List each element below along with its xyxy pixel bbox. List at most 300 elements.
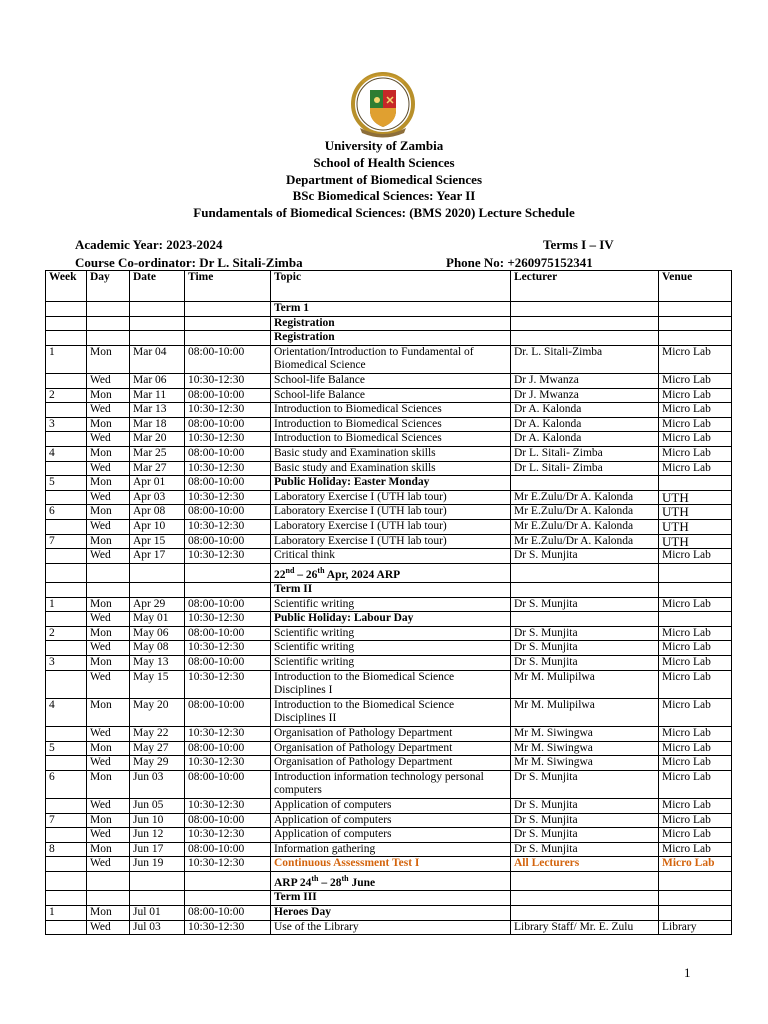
- cell-time: 08:00-10:00: [185, 345, 271, 373]
- cell-day: Mon: [87, 476, 130, 491]
- cell-week: 6: [46, 505, 87, 520]
- cell-time: 10:30-12:30: [185, 857, 271, 872]
- cell-lecturer: [511, 331, 659, 346]
- cell-day: Mon: [87, 534, 130, 549]
- cell-topic: Scientific writing: [271, 641, 511, 656]
- cell-day: [87, 302, 130, 317]
- cell-venue: Micro Lab: [659, 461, 732, 476]
- cell-topic: Orientation/Introduction to Fundamental of Biomedical Science: [271, 345, 511, 373]
- document-header: [0, 138, 768, 222]
- cell-day: Mon: [87, 626, 130, 641]
- cell-day: Wed: [87, 857, 130, 872]
- cell-lecturer: [511, 302, 659, 317]
- cell-day: Wed: [87, 641, 130, 656]
- table-row: [46, 799, 732, 814]
- cell-day: Wed: [87, 920, 130, 935]
- cell-date: May 06: [130, 626, 185, 641]
- cell-day: Mon: [87, 906, 130, 921]
- cell-topic: Introduction to Biomedical Sciences: [271, 432, 511, 447]
- cell-time: 08:00-10:00: [185, 505, 271, 520]
- cell-venue: Micro Lab: [659, 345, 732, 373]
- cell-venue: Micro Lab: [659, 597, 732, 612]
- cell-time: 10:30-12:30: [185, 920, 271, 935]
- cell-date: May 27: [130, 741, 185, 756]
- cell-day: Mon: [87, 656, 130, 671]
- cell-time: 08:00-10:00: [185, 741, 271, 756]
- cell-week: 1: [46, 906, 87, 921]
- cell-week: [46, 727, 87, 742]
- cell-date: Apr 03: [130, 490, 185, 505]
- cell-day: Wed: [87, 828, 130, 843]
- cell-date: Mar 06: [130, 373, 185, 388]
- cell-venue: Micro Lab: [659, 857, 732, 872]
- cell-week: [46, 461, 87, 476]
- cell-topic: School-life Balance: [271, 373, 511, 388]
- cell-lecturer: Dr S. Munjita: [511, 799, 659, 814]
- cell-topic: Public Holiday: Labour Day: [271, 612, 511, 627]
- cell-date: Mar 18: [130, 417, 185, 432]
- cell-week: [46, 871, 87, 890]
- cell-venue: Micro Lab: [659, 799, 732, 814]
- cell-day: Mon: [87, 345, 130, 373]
- cell-venue: Micro Lab: [659, 373, 732, 388]
- table-row: [46, 417, 732, 432]
- cell-lecturer: Mr M. Siwingwa: [511, 727, 659, 742]
- cell-lecturer: Dr S. Munjita: [511, 626, 659, 641]
- table-row: [46, 670, 732, 698]
- cell-lecturer: [511, 583, 659, 598]
- terms-range: Terms I – IV: [543, 237, 614, 252]
- cell-date: May 22: [130, 727, 185, 742]
- cell-date: [130, 302, 185, 317]
- cell-week: 5: [46, 741, 87, 756]
- column-header-lecturer: Lecturer: [511, 271, 659, 302]
- cell-date: May 29: [130, 756, 185, 771]
- cell-day: Wed: [87, 403, 130, 418]
- cell-day: Wed: [87, 373, 130, 388]
- column-header-venue: Venue: [659, 271, 732, 302]
- cell-date: Jun 12: [130, 828, 185, 843]
- cell-venue: Micro Lab: [659, 813, 732, 828]
- academic-year: Academic Year: 2023-2024: [75, 237, 223, 252]
- cell-week: [46, 316, 87, 331]
- cell-week: 3: [46, 417, 87, 432]
- cell-lecturer: Dr S. Munjita: [511, 549, 659, 564]
- cell-topic: Scientific writing: [271, 597, 511, 612]
- cell-day: Mon: [87, 505, 130, 520]
- cell-time: 10:30-12:30: [185, 403, 271, 418]
- cell-time: 10:30-12:30: [185, 519, 271, 534]
- cell-venue: [659, 302, 732, 317]
- cell-date: Apr 29: [130, 597, 185, 612]
- cell-topic: Basic study and Examination skills: [271, 446, 511, 461]
- cell-date: Mar 27: [130, 461, 185, 476]
- cell-topic: Scientific writing: [271, 626, 511, 641]
- table-row: [46, 871, 732, 890]
- cell-venue: Micro Lab: [659, 403, 732, 418]
- cell-topic: Laboratory Exercise I (UTH lab tour): [271, 534, 511, 549]
- table-row: [46, 770, 732, 798]
- cell-lecturer: Mr E.Zulu/Dr A. Kalonda: [511, 490, 659, 505]
- cell-date: Mar 25: [130, 446, 185, 461]
- cell-topic: Laboratory Exercise I (UTH lab tour): [271, 505, 511, 520]
- cell-topic: Registration: [271, 316, 511, 331]
- phone-number: Phone No: +260975152341: [446, 255, 593, 270]
- cell-day: [87, 891, 130, 906]
- cell-topic: Heroes Day: [271, 906, 511, 921]
- cell-time: 08:00-10:00: [185, 388, 271, 403]
- cell-time: 10:30-12:30: [185, 432, 271, 447]
- cell-time: [185, 331, 271, 346]
- cell-lecturer: Dr L. Sitali- Zimba: [511, 446, 659, 461]
- cell-day: Wed: [87, 432, 130, 447]
- cell-venue: Micro Lab: [659, 446, 732, 461]
- cell-week: 4: [46, 698, 87, 726]
- course-coordinator: Course Co-ordinator: Dr L. Sitali-Zimba: [75, 255, 303, 270]
- cell-time: [185, 302, 271, 317]
- cell-day: Wed: [87, 519, 130, 534]
- cell-week: [46, 857, 87, 872]
- cell-venue: [659, 316, 732, 331]
- cell-venue: UTH: [659, 519, 732, 534]
- cell-time: 10:30-12:30: [185, 799, 271, 814]
- cell-day: Mon: [87, 388, 130, 403]
- table-row: [46, 563, 732, 582]
- cell-topic: Basic study and Examination skills: [271, 461, 511, 476]
- cell-day: [87, 316, 130, 331]
- course-title: Fundamentals of Biomedical Sciences: (BMS 2020) Lecture Schedule: [193, 205, 575, 221]
- cell-date: Apr 08: [130, 505, 185, 520]
- cell-time: 08:00-10:00: [185, 656, 271, 671]
- table-row: [46, 302, 732, 317]
- table-row: [46, 316, 732, 331]
- cell-date: Jul 03: [130, 920, 185, 935]
- table-row: [46, 519, 732, 534]
- cell-date: Apr 15: [130, 534, 185, 549]
- cell-lecturer: Dr S. Munjita: [511, 597, 659, 612]
- cell-topic: Registration: [271, 331, 511, 346]
- cell-lecturer: Library Staff/ Mr. E. Zulu: [511, 920, 659, 935]
- cell-day: Wed: [87, 727, 130, 742]
- cell-time: 08:00-10:00: [185, 813, 271, 828]
- cell-venue: Micro Lab: [659, 432, 732, 447]
- cell-topic: Introduction to the Biomedical Science Disciplines I: [271, 670, 511, 698]
- cell-time: 10:30-12:30: [185, 549, 271, 564]
- cell-date: Apr 17: [130, 549, 185, 564]
- cell-day: Mon: [87, 741, 130, 756]
- cell-date: Jun 19: [130, 857, 185, 872]
- cell-venue: Micro Lab: [659, 641, 732, 656]
- university-name: University of Zambia: [324, 138, 444, 153]
- cell-date: May 13: [130, 656, 185, 671]
- cell-time: 08:00-10:00: [185, 698, 271, 726]
- cell-week: [46, 302, 87, 317]
- programme-name: BSc Biomedical Sciences: Year II: [292, 188, 476, 204]
- column-header-day: Day: [87, 271, 130, 302]
- cell-date: Apr 10: [130, 519, 185, 534]
- table-row: [46, 345, 732, 373]
- cell-time: 08:00-10:00: [185, 626, 271, 641]
- cell-venue: Micro Lab: [659, 741, 732, 756]
- table-row: [46, 813, 732, 828]
- cell-venue: [659, 583, 732, 598]
- table-row: [46, 857, 732, 872]
- cell-day: Wed: [87, 670, 130, 698]
- table-row: [46, 388, 732, 403]
- cell-date: Mar 04: [130, 345, 185, 373]
- cell-date: May 20: [130, 698, 185, 726]
- column-header-time: Time: [185, 271, 271, 302]
- table-row: [46, 490, 732, 505]
- table-row: [46, 373, 732, 388]
- cell-topic: Laboratory Exercise I (UTH lab tour): [271, 490, 511, 505]
- cell-week: 8: [46, 842, 87, 857]
- table-row: [46, 891, 732, 906]
- cell-venue: UTH: [659, 490, 732, 505]
- cell-week: 1: [46, 597, 87, 612]
- cell-topic: Application of computers: [271, 828, 511, 843]
- table-row: [46, 656, 732, 671]
- cell-venue: Micro Lab: [659, 756, 732, 771]
- cell-week: [46, 920, 87, 935]
- cell-time: 08:00-10:00: [185, 597, 271, 612]
- cell-time: 10:30-12:30: [185, 828, 271, 843]
- cell-venue: Micro Lab: [659, 727, 732, 742]
- cell-week: [46, 403, 87, 418]
- cell-topic: Introduction to Biomedical Sciences: [271, 417, 511, 432]
- cell-topic: Introduction to Biomedical Sciences: [271, 403, 511, 418]
- cell-venue: [659, 871, 732, 890]
- cell-week: [46, 891, 87, 906]
- cell-venue: Micro Lab: [659, 388, 732, 403]
- cell-week: 2: [46, 626, 87, 641]
- cell-week: [46, 519, 87, 534]
- cell-time: 10:30-12:30: [185, 756, 271, 771]
- cell-lecturer: Dr S. Munjita: [511, 842, 659, 857]
- cell-week: [46, 583, 87, 598]
- cell-time: 10:30-12:30: [185, 641, 271, 656]
- table-row: [46, 920, 732, 935]
- cell-lecturer: Dr S. Munjita: [511, 641, 659, 656]
- cell-venue: [659, 476, 732, 491]
- table-row: [46, 828, 732, 843]
- cell-day: [87, 331, 130, 346]
- cell-lecturer: Dr S. Munjita: [511, 656, 659, 671]
- cell-venue: [659, 891, 732, 906]
- cell-topic: Term 1: [271, 302, 511, 317]
- cell-venue: [659, 612, 732, 627]
- cell-topic: Critical think: [271, 549, 511, 564]
- table-row: [46, 756, 732, 771]
- cell-time: 10:30-12:30: [185, 727, 271, 742]
- cell-topic: ARP 24th – 28th June: [271, 871, 511, 890]
- table-row: [46, 698, 732, 726]
- cell-lecturer: Dr A. Kalonda: [511, 403, 659, 418]
- cell-time: [185, 583, 271, 598]
- cell-venue: Micro Lab: [659, 417, 732, 432]
- cell-date: [130, 563, 185, 582]
- table-row: [46, 461, 732, 476]
- cell-venue: Micro Lab: [659, 656, 732, 671]
- cell-week: [46, 612, 87, 627]
- lecture-schedule-table: [45, 270, 732, 935]
- table-row: [46, 626, 732, 641]
- school-name: School of Health Sciences: [313, 154, 455, 170]
- cell-topic: Application of computers: [271, 799, 511, 814]
- cell-day: [87, 871, 130, 890]
- cell-day: Mon: [87, 417, 130, 432]
- cell-week: 6: [46, 770, 87, 798]
- cell-date: Mar 20: [130, 432, 185, 447]
- cell-date: [130, 331, 185, 346]
- cell-topic: Information gathering: [271, 842, 511, 857]
- cell-week: [46, 828, 87, 843]
- cell-topic: Continuous Assessment Test I: [271, 857, 511, 872]
- cell-lecturer: Dr S. Munjita: [511, 813, 659, 828]
- cell-topic: Use of the Library: [271, 920, 511, 935]
- table-row: [46, 597, 732, 612]
- cell-day: Wed: [87, 799, 130, 814]
- cell-day: Wed: [87, 612, 130, 627]
- cell-time: [185, 316, 271, 331]
- cell-topic: School-life Balance: [271, 388, 511, 403]
- table-row: [46, 549, 732, 564]
- cell-week: 4: [46, 446, 87, 461]
- cell-time: 08:00-10:00: [185, 534, 271, 549]
- cell-topic: Term III: [271, 891, 511, 906]
- cell-venue: Micro Lab: [659, 770, 732, 798]
- cell-week: 2: [46, 388, 87, 403]
- cell-week: [46, 563, 87, 582]
- cell-time: 08:00-10:00: [185, 417, 271, 432]
- cell-time: 08:00-10:00: [185, 446, 271, 461]
- cell-lecturer: Dr J. Mwanza: [511, 388, 659, 403]
- cell-week: [46, 799, 87, 814]
- cell-time: 10:30-12:30: [185, 670, 271, 698]
- cell-venue: [659, 331, 732, 346]
- cell-day: [87, 583, 130, 598]
- cell-time: 10:30-12:30: [185, 612, 271, 627]
- cell-topic: Public Holiday: Easter Monday: [271, 476, 511, 491]
- cell-week: [46, 756, 87, 771]
- table-row: [46, 741, 732, 756]
- cell-date: [130, 316, 185, 331]
- cell-week: 1: [46, 345, 87, 373]
- cell-week: 7: [46, 534, 87, 549]
- cell-topic: 22nd – 26th Apr, 2024 ARP: [271, 563, 511, 582]
- table-row: [46, 727, 732, 742]
- cell-time: 10:30-12:30: [185, 373, 271, 388]
- cell-venue: UTH: [659, 505, 732, 520]
- cell-lecturer: Mr E.Zulu/Dr A. Kalonda: [511, 505, 659, 520]
- cell-day: Mon: [87, 597, 130, 612]
- cell-day: Mon: [87, 698, 130, 726]
- cell-venue: [659, 563, 732, 582]
- table-row: [46, 583, 732, 598]
- cell-lecturer: Dr A. Kalonda: [511, 432, 659, 447]
- cell-venue: [659, 906, 732, 921]
- cell-day: Wed: [87, 549, 130, 564]
- cell-lecturer: Dr S. Munjita: [511, 770, 659, 798]
- cell-date: May 08: [130, 641, 185, 656]
- cell-lecturer: [511, 871, 659, 890]
- cell-week: 7: [46, 813, 87, 828]
- cell-time: 08:00-10:00: [185, 842, 271, 857]
- cell-lecturer: Mr M. Mulipilwa: [511, 698, 659, 726]
- cell-time: [185, 563, 271, 582]
- cell-lecturer: [511, 316, 659, 331]
- cell-lecturer: Dr. L. Sitali-Zimba: [511, 345, 659, 373]
- cell-lecturer: All Lecturers: [511, 857, 659, 872]
- table-header-row: [46, 271, 732, 302]
- cell-venue: Micro Lab: [659, 670, 732, 698]
- cell-week: [46, 432, 87, 447]
- cell-week: 3: [46, 656, 87, 671]
- cell-lecturer: Dr A. Kalonda: [511, 417, 659, 432]
- cell-date: Jun 03: [130, 770, 185, 798]
- cell-venue: Micro Lab: [659, 842, 732, 857]
- cell-venue: Library: [659, 920, 732, 935]
- cell-topic: Introduction information technology personal computers: [271, 770, 511, 798]
- cell-time: [185, 891, 271, 906]
- table-row: [46, 432, 732, 447]
- cell-topic: Scientific writing: [271, 656, 511, 671]
- table-row: [46, 641, 732, 656]
- cell-lecturer: Dr J. Mwanza: [511, 373, 659, 388]
- table-row: [46, 331, 732, 346]
- cell-time: 08:00-10:00: [185, 770, 271, 798]
- cell-topic: Introduction to the Biomedical Science Disciplines II: [271, 698, 511, 726]
- table-row: [46, 534, 732, 549]
- cell-venue: Micro Lab: [659, 549, 732, 564]
- column-header-week: Week: [46, 271, 87, 302]
- department-name: Department of Biomedical Sciences: [285, 171, 483, 187]
- cell-lecturer: Mr M. Mulipilwa: [511, 670, 659, 698]
- cell-day: Mon: [87, 813, 130, 828]
- cell-lecturer: Mr M. Siwingwa: [511, 756, 659, 771]
- cell-topic: Term II: [271, 583, 511, 598]
- cell-date: Jul 01: [130, 906, 185, 921]
- cell-week: 5: [46, 476, 87, 491]
- cell-time: [185, 871, 271, 890]
- cell-day: Wed: [87, 490, 130, 505]
- cell-week: [46, 670, 87, 698]
- cell-week: [46, 331, 87, 346]
- cell-date: Mar 13: [130, 403, 185, 418]
- schedule-body: [46, 302, 732, 935]
- cell-date: Jun 10: [130, 813, 185, 828]
- cell-topic: Organisation of Pathology Department: [271, 756, 511, 771]
- cell-lecturer: [511, 476, 659, 491]
- cell-week: [46, 373, 87, 388]
- cell-date: May 15: [130, 670, 185, 698]
- cell-date: Mar 11: [130, 388, 185, 403]
- cell-venue: Micro Lab: [659, 828, 732, 843]
- table-row: [46, 906, 732, 921]
- cell-time: 10:30-12:30: [185, 461, 271, 476]
- cell-day: Mon: [87, 770, 130, 798]
- cell-lecturer: Dr L. Sitali- Zimba: [511, 461, 659, 476]
- cell-date: Jun 05: [130, 799, 185, 814]
- cell-lecturer: Mr M. Siwingwa: [511, 741, 659, 756]
- cell-venue: Micro Lab: [659, 626, 732, 641]
- cell-topic: Laboratory Exercise I (UTH lab tour): [271, 519, 511, 534]
- cell-week: [46, 641, 87, 656]
- cell-day: Mon: [87, 446, 130, 461]
- table-row: [46, 446, 732, 461]
- cell-date: May 01: [130, 612, 185, 627]
- cell-lecturer: Mr E.Zulu/Dr A. Kalonda: [511, 519, 659, 534]
